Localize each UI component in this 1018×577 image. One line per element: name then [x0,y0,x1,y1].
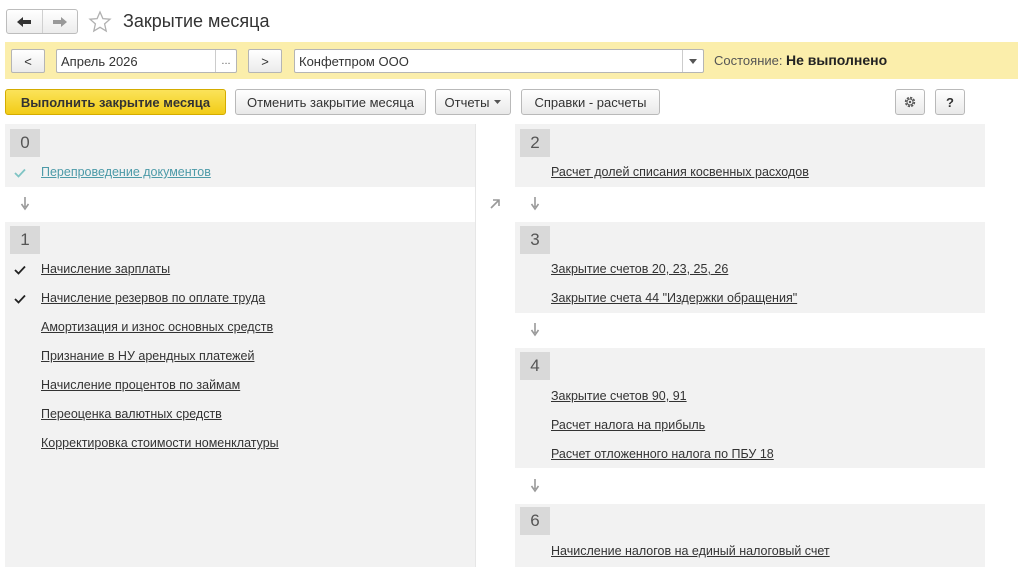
period-value: Апрель 2026 [61,53,138,69]
arrow-down-icon [530,479,540,493]
stage-1-item-depreciation[interactable]: Амортизация и износ основных средств [41,320,274,334]
arrow-down-icon [20,197,30,211]
gear-icon [903,95,917,109]
stage-1-item-item-cost-adjustment[interactable]: Корректировка стоимости номенклатуры [41,436,279,450]
navigation-buttons [6,9,78,34]
arrow-down-icon [530,323,540,337]
arrow-right-icon [52,16,68,28]
help-button[interactable]: ? [935,89,965,115]
back-button[interactable] [7,10,42,33]
stage-2-number: 2 [520,129,550,157]
stage-4-item-deferred-tax[interactable]: Расчет отложенного налога по ПБУ 18 [551,447,774,461]
stage-1-number: 1 [10,226,40,254]
stage-4-item-close-accounts-90[interactable]: Закрытие счетов 90, 91 [551,389,687,403]
stage-3-number: 3 [520,226,550,254]
info-calculations-button[interactable]: Справки - расчеты [521,89,660,115]
chevron-down-icon [494,100,501,104]
reports-label: Отчеты [444,94,490,110]
stage-6-item-tax-account[interactable]: Начисление налогов на единый налоговый счет [551,544,830,558]
arrow-up-right-icon [489,198,501,210]
arrow-left-icon [16,16,32,28]
prev-period-button[interactable]: < [11,49,45,73]
organization-value: Конфетпром ООО [299,53,409,69]
stage-3-item-close-account-44[interactable]: Закрытие счета 44 "Издержки обращения" [551,291,798,305]
cancel-month-close-button[interactable]: Отменить закрытие месяца [235,89,426,115]
period-field[interactable] [56,49,237,73]
organization-dropdown-button[interactable] [682,50,703,72]
stage-1-item-loan-interest[interactable]: Начисление процентов по займам [41,378,241,392]
checkmark-icon [14,294,26,304]
stage-1-item-lease-payments[interactable]: Признание в НУ арендных платежей [41,349,255,363]
checkmark-icon [14,265,26,275]
reports-menu-button[interactable] [435,89,511,115]
next-period-button[interactable]: > [248,49,282,73]
stage-0-number: 0 [10,129,40,157]
stage-4-number: 4 [520,352,550,380]
star-icon[interactable] [88,10,112,34]
arrow-down-icon [530,197,540,211]
stage-1-item-labor-reserves[interactable]: Начисление резервов по оплате труда [41,291,266,305]
forward-button[interactable] [42,10,78,33]
page-title: Закрытие месяца [123,11,270,31]
stage-1-item-currency-revaluation[interactable]: Переоценка валютных средств [41,407,222,421]
stage-3-item-close-accounts-20[interactable]: Закрытие счетов 20, 23, 25, 26 [551,262,729,276]
period-select-button[interactable]: ... [215,50,236,72]
stage-1-item-payroll[interactable]: Начисление зарплаты [41,262,171,276]
chevron-down-icon [689,59,697,64]
state-label: Состояние: [714,53,783,68]
run-month-close-button[interactable]: Выполнить закрытие месяца [5,89,226,115]
stage-0-item-reposting[interactable]: Перепроведение документов [41,165,211,179]
organization-field[interactable] [294,49,704,73]
state-value: Не выполнено [786,52,888,68]
stage-6-number: 6 [520,507,550,535]
stage-2-item-indirect-costs[interactable]: Расчет долей списания косвенных расходов [551,165,809,179]
settings-button[interactable] [895,89,925,115]
checkmark-icon [14,168,26,178]
column-divider [475,124,476,567]
stage-4-item-profit-tax[interactable]: Расчет налога на прибыль [551,418,706,432]
